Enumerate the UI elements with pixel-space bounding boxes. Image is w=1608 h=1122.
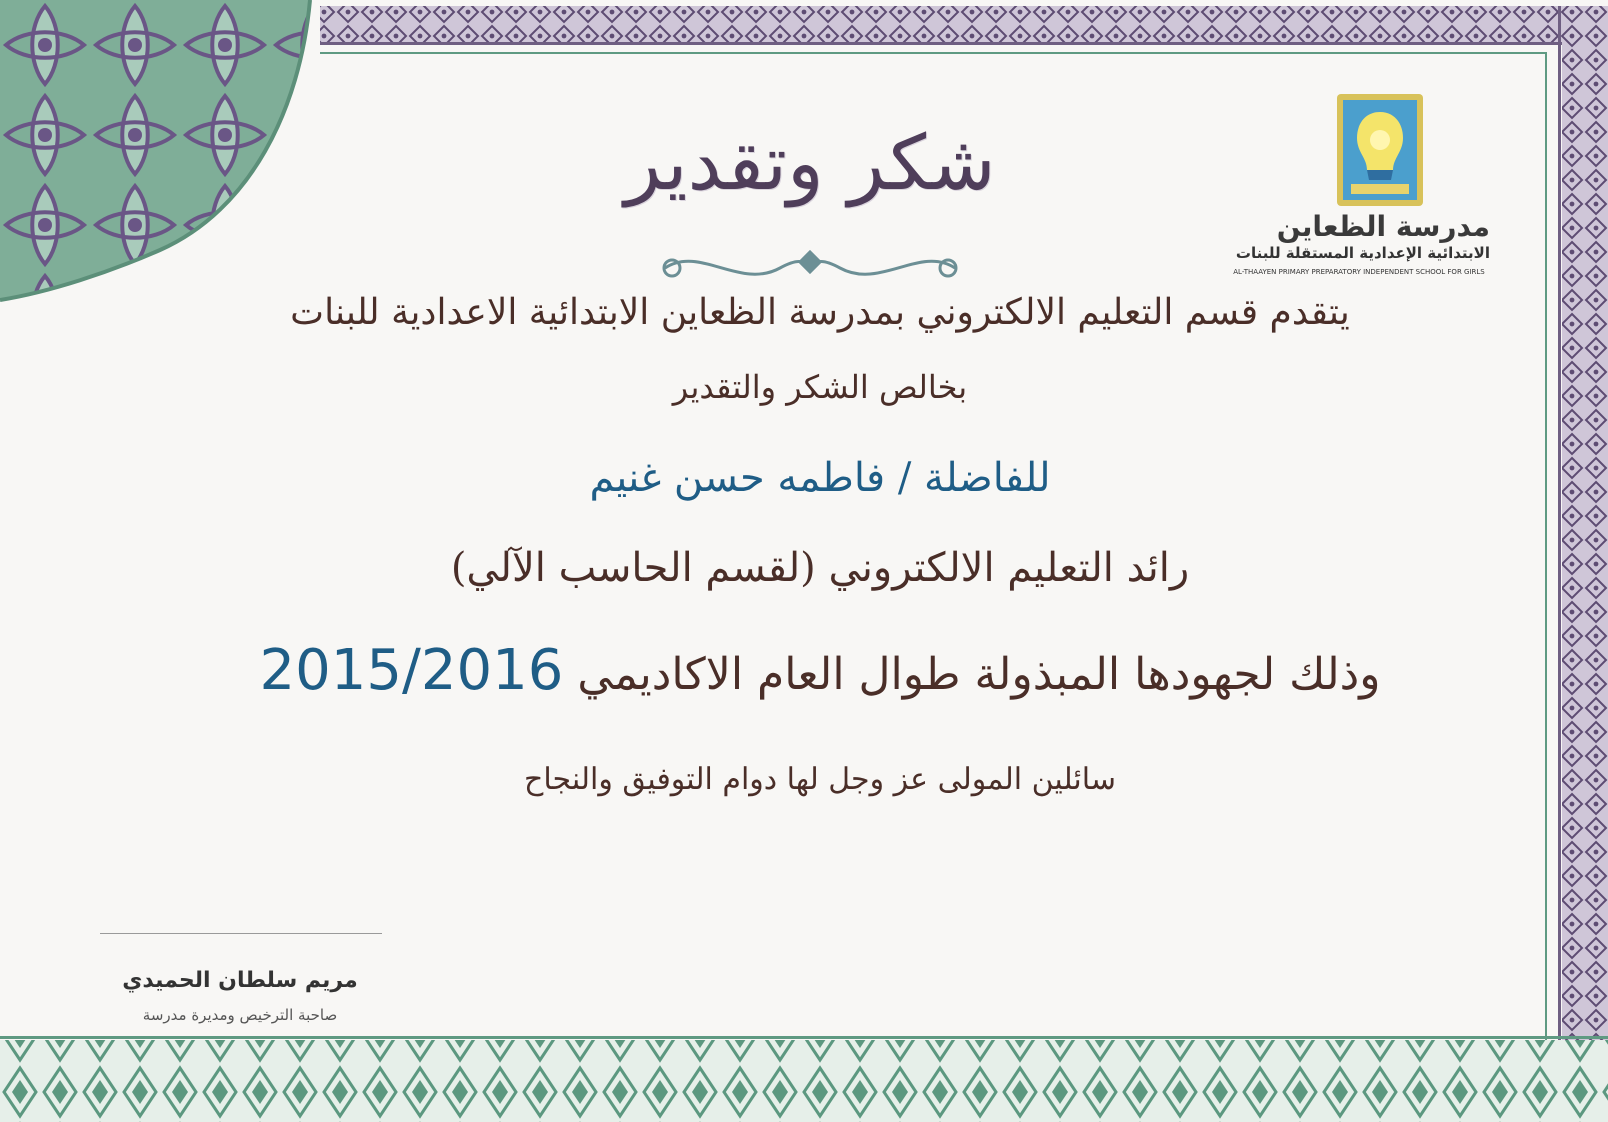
school-name: مدرسة الظعاين [1276, 210, 1490, 243]
thanks-line: بخالص الشكر والتقدير [672, 368, 968, 406]
school-subtitle: الابتدائية الإعدادية المستقلة للبنات [1235, 244, 1490, 262]
school-english-name: AL-THAAYEN PRIMARY PREPARATORY INDEPENDENT SCHOOL FOR GIRLS [1233, 268, 1485, 276]
school-logo [1337, 94, 1423, 206]
recipient-role: رائد التعليم الالكتروني (لقسم الحاسب الآلي) [450, 545, 1190, 591]
recipient-name: للفاضلة / فاطمه حسن غنيم [589, 455, 1051, 501]
efforts-line [200, 638, 1440, 703]
presenter-line: يتقدم قسم التعليم الالكتروني بمدرسة الظعاين الابتدائية الاعدادية للبنات [290, 292, 1350, 333]
signature-line [100, 933, 382, 934]
signatory-title: صاحبة الترخيص ومديرة مدرسة [142, 1006, 338, 1024]
signatory-name: مريم سلطان الحميدي [122, 968, 358, 993]
academic-year: 2015/2016 [259, 638, 564, 703]
efforts-text: وذلك لجهودها المبذولة طوال العام الاكاديمي [577, 649, 1381, 700]
certificate-title: شكر وتقدير [624, 118, 996, 207]
wishes-line: سائلين المولى عز وجل لها دوام التوفيق والنجاح [523, 762, 1117, 797]
